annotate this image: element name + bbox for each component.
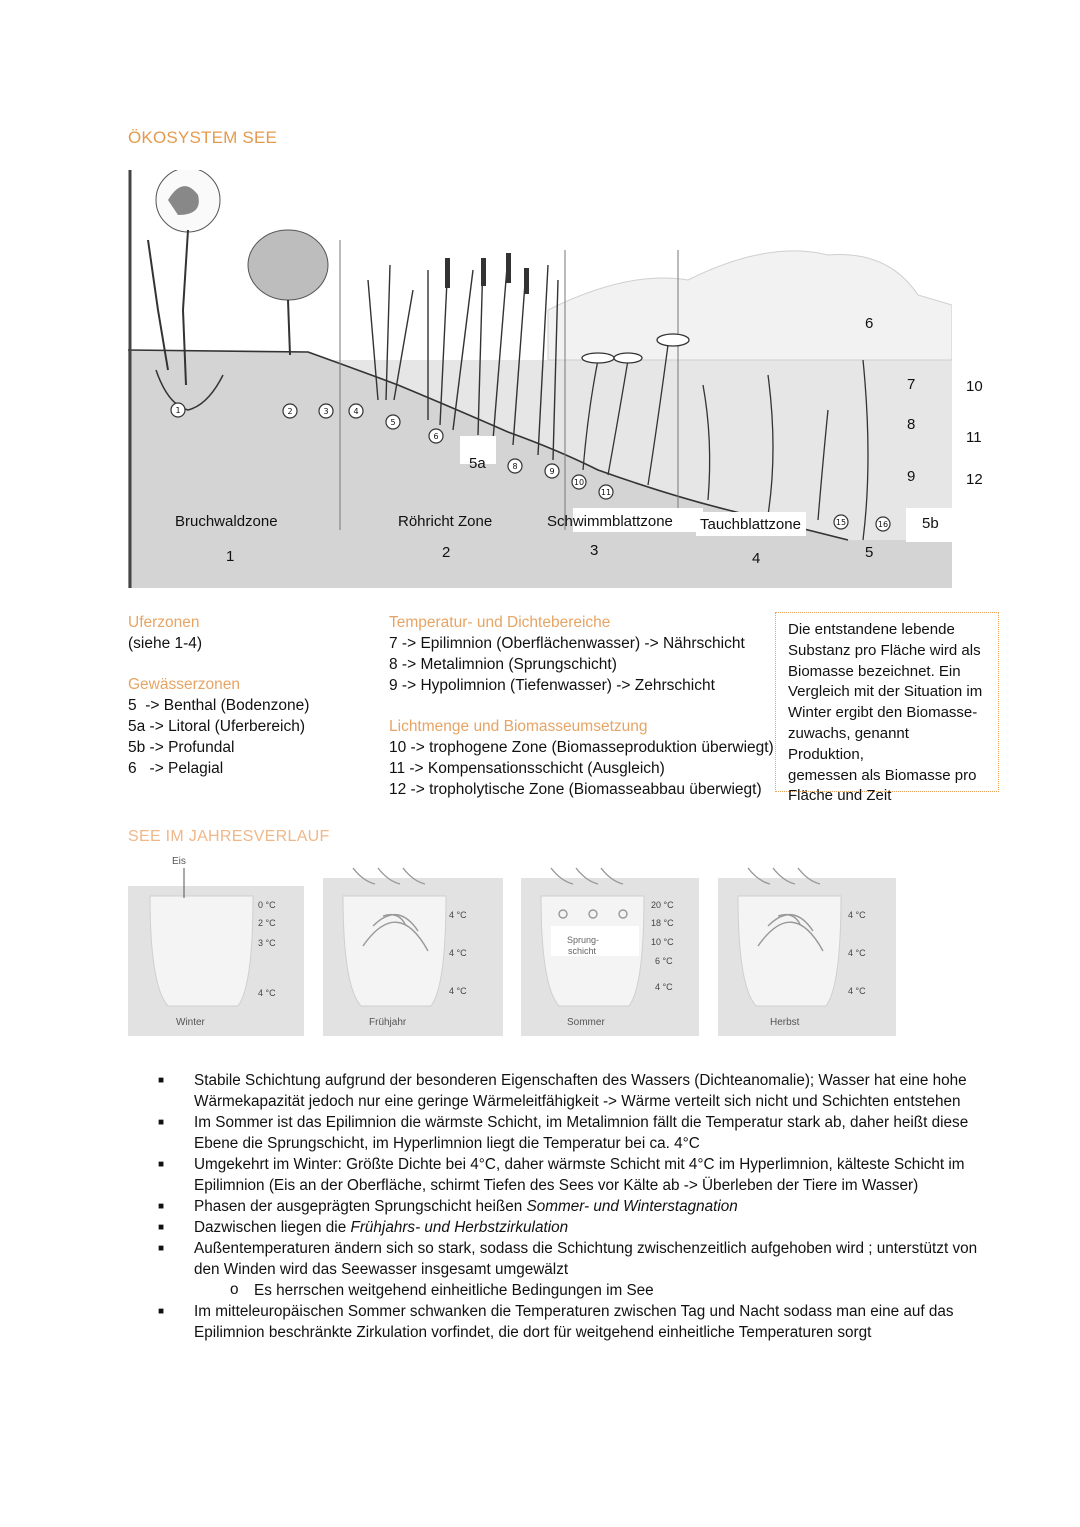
circle-marker: 3 xyxy=(323,407,329,416)
bullet-item xyxy=(158,1217,978,1238)
biomasse-callout xyxy=(775,612,999,805)
season-label-winter: Winter xyxy=(176,1017,205,1028)
season-herbst-diagram xyxy=(718,856,896,1036)
season-fruehjahr-diagram xyxy=(323,856,503,1036)
temperatur-item: 8 -> Metalimnion (Sprungschicht) xyxy=(389,656,617,673)
circle-marker: 11 xyxy=(600,488,612,497)
gewaesserzonen-item: 5a -> Litoral (Uferbereich) xyxy=(128,718,306,735)
temperatur-block xyxy=(389,612,745,696)
bullet-item: ■ Stabile Schichtung aufgrund der besonderen Eigenschaften des Wassers (Dichteanomalie); Wasser hat eine hohe Wärmekapazität jedoch nur eine geringe Wärmeleitfähigkeit -> Wärme verteilt sich nicht und Schichten entstehen xyxy=(158,1070,978,1112)
gewaesserzonen-heading: Gewässerzonen xyxy=(128,676,241,693)
uferzonen-heading: Uferzonen xyxy=(128,614,200,631)
circle-marker: 2 xyxy=(287,407,293,416)
callout-line: Die entstandene lebende xyxy=(788,621,955,638)
temperatur-item: 9 -> Hypolimnion (Tiefenwasser) -> Zehrschicht xyxy=(389,677,715,694)
zone-label-bruchwald: Bruchwaldzone xyxy=(175,513,278,530)
callout-line: Fläche und Zeit xyxy=(788,787,892,805)
bullet-item xyxy=(158,1196,978,1217)
licht-heading: Lichtmenge und Biomasseumsetzung xyxy=(389,718,648,735)
temp-label: 3 °C xyxy=(258,938,276,948)
temp-label: 4 °C xyxy=(449,986,467,996)
zone-number-2: 2 xyxy=(442,544,451,561)
eis-label: Eis xyxy=(172,856,186,867)
bullet-text: Phasen der ausgeprägten Sprungschicht heißen xyxy=(194,1198,527,1215)
zone-number-5: 5 xyxy=(865,544,874,561)
zone-number-1: 1 xyxy=(226,548,235,565)
bullet-item: ■ Im Sommer ist das Epilimnion die wärmste Schicht, im Metalimnion fällt die Temperatur stark ab, daher heißt diese Ebene die Sprungschicht, im Hyperlimnion liegt die Temperatur bei ca. 4°C xyxy=(158,1112,978,1154)
temp-label: 0 °C xyxy=(258,900,276,910)
temperatur-item: 7 -> Epilimnion (Oberflächenwasser) -> Nährschicht xyxy=(389,635,745,652)
lake-ecosystem-diagram xyxy=(128,170,952,588)
bullet-text: Dazwischen liegen die xyxy=(194,1219,351,1236)
circle-marker: 16 xyxy=(877,520,889,529)
season-label-sommer: Sommer xyxy=(567,1017,605,1028)
circle-marker: 10 xyxy=(573,478,585,487)
callout-line: gemessen als Biomasse pro xyxy=(788,766,977,784)
layer-8: 8 xyxy=(907,416,916,433)
circle-marker: 6 xyxy=(433,432,439,441)
circle-marker: 9 xyxy=(549,467,555,476)
page-title: ÖKOSYSTEM SEE xyxy=(128,128,278,147)
temp-label: 4 °C xyxy=(848,986,866,996)
sub-bullet-item: o Es herrschen weitgehend einheitliche Bedingungen im See xyxy=(158,1280,978,1301)
marker-5a: 5a xyxy=(469,455,486,472)
layer-7: 7 xyxy=(907,376,916,393)
sprungschicht-label: schicht xyxy=(568,946,597,956)
season-label-fruehjahr: Frühjahr xyxy=(369,1017,407,1028)
gewaesserzonen-item: 5b -> Profundal xyxy=(128,739,235,756)
licht-item: 11 -> Kompensationsschicht (Ausgleich) xyxy=(389,760,665,777)
uferzonen-text: (siehe 1-4) xyxy=(128,635,203,652)
licht-item: 12 -> tropholytische Zone (Biomasseabbau überwiegt) xyxy=(389,781,762,798)
callout-line: Biomasse bezeichnet. Ein xyxy=(788,662,961,680)
circle-marker: 5 xyxy=(390,418,396,427)
gewaesserzonen-block xyxy=(128,674,309,779)
temperatur-heading: Temperatur- und Dichtebereiche xyxy=(389,614,611,631)
temp-label: 4 °C xyxy=(848,910,866,920)
temp-label: 4 °C xyxy=(449,910,467,920)
circle-marker: 1 xyxy=(175,406,181,415)
temp-label: 18 °C xyxy=(651,918,674,928)
temp-label: 2 °C xyxy=(258,918,276,928)
licht-item: 10 -> trophogene Zone (Biomasseproduktion überwiegt) xyxy=(389,739,774,756)
bullet-list xyxy=(158,1070,978,1343)
uferzonen-block xyxy=(128,612,202,654)
season-sommer-diagram xyxy=(521,856,699,1036)
callout-line: Winter ergibt den Biomasse- xyxy=(788,704,978,722)
zone-label-roehricht: Röhricht Zone xyxy=(398,513,493,530)
season-winter-diagram xyxy=(128,856,304,1036)
temp-label: 4 °C xyxy=(655,982,673,992)
temp-label: 4 °C xyxy=(258,988,276,998)
bullet-emphasis: Sommer- und Winterstagnation xyxy=(526,1198,738,1215)
zone-label-schwimmblatt: Schwimmblattzone xyxy=(547,513,673,530)
temp-label: 4 °C xyxy=(449,948,467,958)
bullet-item: ■ Außentemperaturen ändern sich so stark, sodass die Schichtung zwischenzeitlich aufgehoben wird ; unterstützt von den Winden wird das Seewasser insgesamt umgewälzt xyxy=(158,1238,978,1280)
circle-marker: 8 xyxy=(512,462,518,471)
temp-label: 20 °C xyxy=(651,900,674,910)
season-label-herbst: Herbst xyxy=(770,1017,800,1028)
callout-line: Substanz pro Fläche wird als xyxy=(788,641,981,659)
light-zone-12: 12 xyxy=(966,471,983,488)
licht-block xyxy=(389,716,774,800)
layer-9: 9 xyxy=(907,468,916,485)
section-title-jahresverlauf: SEE IM JAHRESVERLAUF xyxy=(128,828,330,845)
temp-label: 10 °C xyxy=(651,937,674,947)
light-zone-11: 11 xyxy=(966,429,982,446)
gewaesserzonen-item: 5 -> Benthal (Bodenzone) xyxy=(128,697,310,714)
bullet-item: ■ Im mitteleuropäischen Sommer schwanken die Temperaturen zwischen Tag und Nacht sodass man eine auf das Epilimnion beschränkte Zirkulation vorfindet, die dort für weitgehend einheitliche Temperaturen sorgt xyxy=(158,1301,978,1343)
temp-label: 4 °C xyxy=(848,948,866,958)
bullet-item: ■ Umgekehrt im Winter: Größte Dichte bei 4°C, daher wärmste Schicht mit 4°C im Hyperlimnion, kälteste Schicht im Epilimnion (Eis an der Oberfläche, schirmt Tiefen des Sees vor Kälte ab -> Überleben der Tiere im Wasser) xyxy=(158,1154,978,1196)
temp-label: 6 °C xyxy=(655,956,673,966)
sprungschicht-label: Sprung- xyxy=(567,935,600,945)
marker-5b: 5b xyxy=(922,515,939,532)
zone-number-3: 3 xyxy=(590,542,599,559)
callout-line: Vergleich mit der Situation im xyxy=(788,683,983,701)
gewaesserzonen-item: 6 -> Pelagial xyxy=(128,760,224,777)
zone-number-4: 4 xyxy=(752,550,761,567)
circle-marker: 4 xyxy=(353,407,359,416)
bullet-emphasis: Frühjahrs- und Herbstzirkulation xyxy=(350,1219,569,1236)
marker-6: 6 xyxy=(865,315,874,332)
light-zone-10: 10 xyxy=(966,378,983,395)
zone-label-tauchblatt: Tauchblattzone xyxy=(700,516,801,533)
callout-line: zuwachs, genannt Produktion, xyxy=(788,724,909,763)
circle-marker: 15 xyxy=(835,518,847,527)
